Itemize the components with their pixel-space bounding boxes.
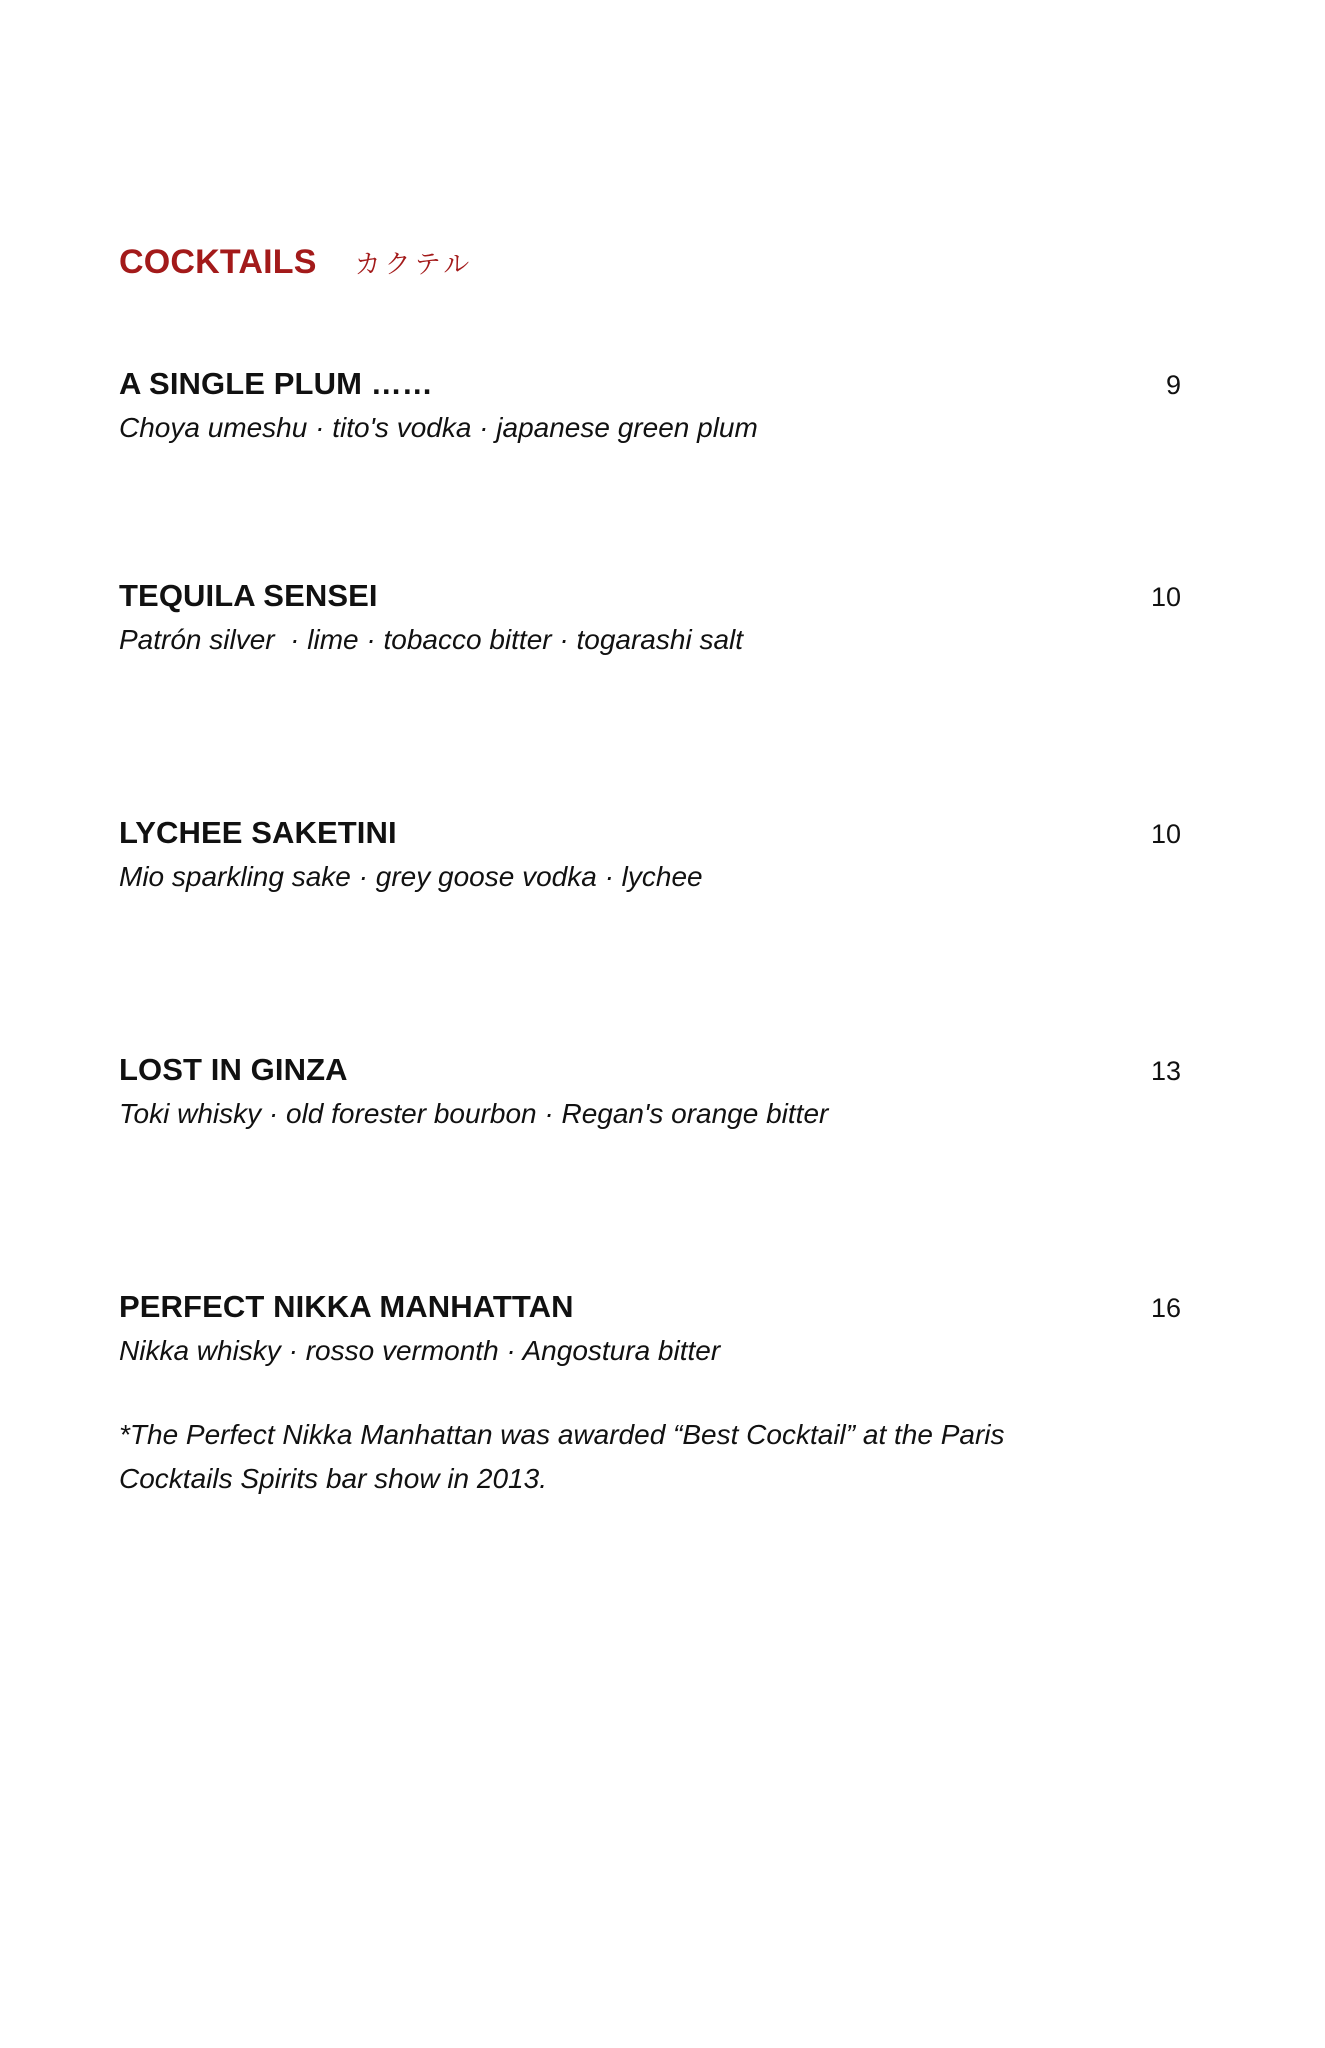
menu-item xyxy=(119,1289,1181,1367)
menu-item-description: Toki whisky · old forester bourbon · Regan's orange bitter xyxy=(119,1098,829,1129)
menu-item-price: 13 xyxy=(1150,1056,1181,1086)
menu-item xyxy=(119,578,1181,656)
menu-item xyxy=(119,1052,1181,1130)
section-title-japanese: カクテル xyxy=(354,250,474,280)
menu-item-price: 16 xyxy=(1150,1293,1181,1323)
menu-item-name: A SINGLE PLUM …… xyxy=(119,366,433,401)
menu-item-description: Patrón silver · lime · tobacco bitter · togarashi salt xyxy=(119,624,744,655)
menu-item-name: LYCHEE SAKETINI xyxy=(119,815,397,850)
menu-item-name: PERFECT NIKKA MANHATTAN xyxy=(119,1289,574,1324)
section-title: COCKTAILS xyxy=(119,243,317,281)
menu-item-description: Nikka whisky · rosso vermonth · Angostura bitter xyxy=(119,1335,721,1366)
menu-item-name: LOST IN GINZA xyxy=(119,1052,348,1087)
award-note-line-1: *The Perfect Nikka Manhattan was awarded “Best Cocktail” at the Paris xyxy=(119,1419,1005,1450)
menu-item xyxy=(119,366,1181,444)
section-heading xyxy=(119,243,473,282)
menu-item-price: 10 xyxy=(1150,582,1181,612)
award-note xyxy=(119,1413,1119,1501)
menu-item xyxy=(119,815,1181,893)
menu-item-name: TEQUILA SENSEI xyxy=(119,578,378,613)
menu-item-description: Choya umeshu · tito's vodka · japanese green plum xyxy=(119,412,758,443)
menu-item-price: 10 xyxy=(1150,819,1181,849)
award-note-line-2: Cocktails Spirits bar show in 2013. xyxy=(119,1463,547,1494)
menu-item-price: 9 xyxy=(1165,370,1181,400)
menu-item-description: Mio sparkling sake · grey goose vodka · lychee xyxy=(119,861,703,892)
